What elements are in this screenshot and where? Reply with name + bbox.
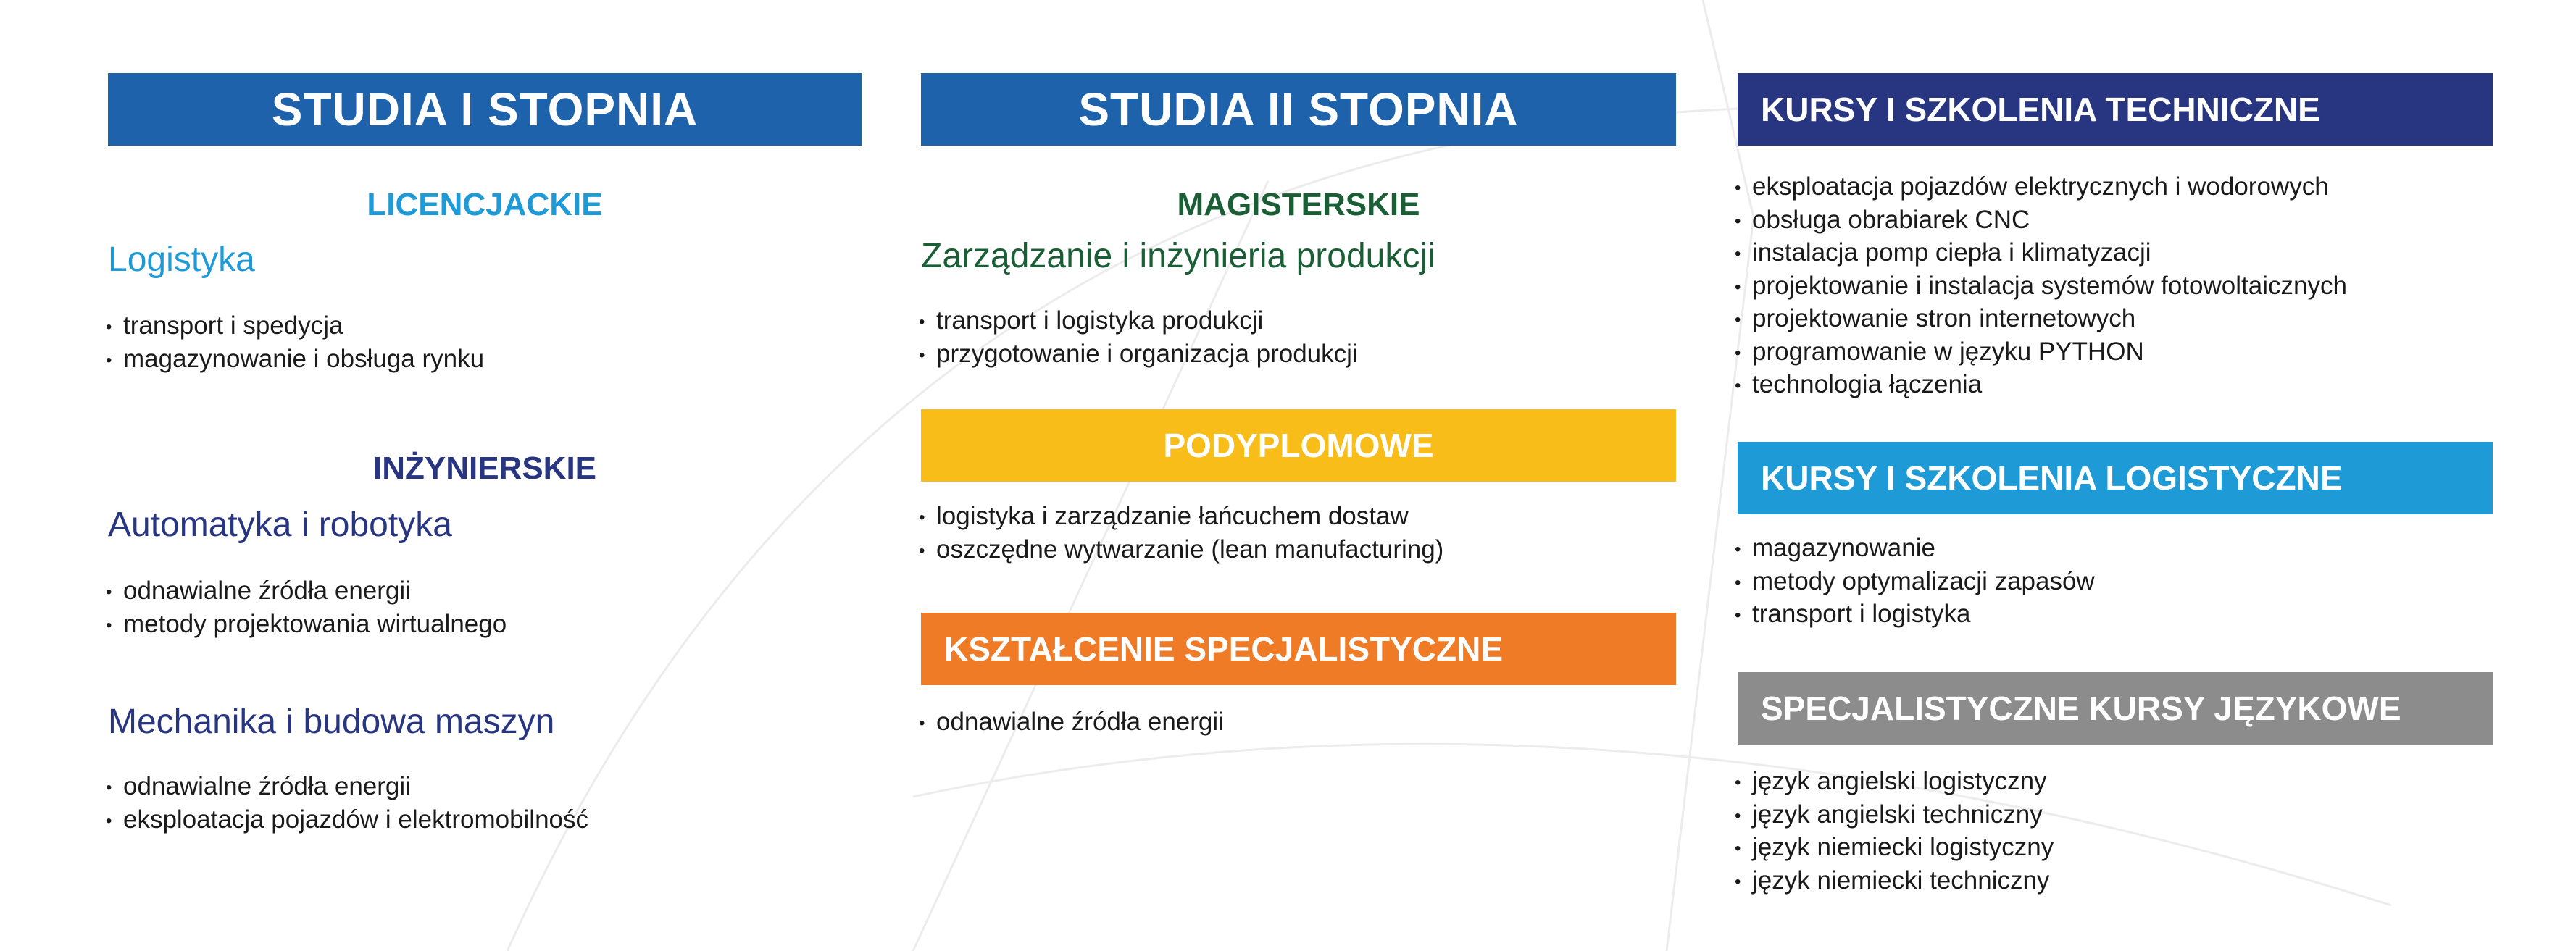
list-item: • język niemiecki logistyczny [1735,831,2054,865]
magisterskie-heading: MAGISTERSKIE [1177,187,1420,222]
kursy-techniczne-list [1735,171,2347,402]
automatyka-specializations [106,575,507,641]
list-item: • transport i logistyka [1735,598,2095,632]
list-item: • instalacja pomp ciepła i klimatyzacji [1735,237,2347,270]
list-item: • logistyka i zarządzanie łańcuchem dostaw [919,500,1443,534]
podyplomowe-header: PODYPLOMOWE [921,409,1676,482]
ksztalcenie-list [919,706,1224,740]
licencjackie-heading: LICENCJACKIE [367,187,603,222]
logistyka-specializations [106,310,484,376]
list-item: • projektowanie stron internetowych [1735,303,2347,336]
list-item: • transport i spedycja [106,310,484,343]
list-item: • metody optymalizacji zapasów [1735,566,2095,599]
list-item: • język angielski techniczny [1735,799,2054,832]
list-item: • programowanie w języku PYTHON [1735,336,2347,369]
list-item: • przygotowanie i organizacja produkcji [919,338,1358,372]
inzynierskie-heading: INŻYNIERSKIE [372,451,597,486]
zarzadzanie-specializations [919,305,1358,371]
list-item: • odnawialne źródła energii [106,575,507,608]
kursy-jezykowe-list [1735,766,2054,897]
mechanika-specializations [106,771,588,837]
kursy-logistyczne-list [1735,532,2095,632]
list-item: • język niemiecki techniczny [1735,865,2054,898]
list-item: • metody projektowania wirtualnego [106,608,507,642]
ksztalcenie-specjalistyczne-header: KSZTAŁCENIE SPECJALISTYCZNE [921,613,1676,685]
list-item: • eksploatacja pojazdów i elektromobilność [106,804,588,837]
list-item: • odnawialne źródła energii [106,771,588,804]
program-mechanika-i-budowa-maszyn[interactable]: Mechanika i budowa maszyn [108,703,555,741]
studia-i-stopnia-header: STUDIA I STOPNIA [108,73,862,146]
list-item: • obsługa obrabiarek CNC [1735,204,2347,238]
list-item: • język angielski logistyczny [1735,766,2054,799]
list-item: • magazynowanie i obsługa rynku [106,343,484,377]
list-item: • oszczędne wytwarzanie (lean manufacturing) [919,534,1443,567]
program-zarzadzanie-i-inzynieria-produkcji[interactable]: Zarządzanie i inżynieria produkcji [921,237,1435,275]
kursy-jezykowe-header: SPECJALISTYCZNE KURSY JĘZYKOWE [1738,672,2493,745]
podyplomowe-list [919,500,1443,566]
studia-ii-stopnia-header: STUDIA II STOPNIA [921,73,1676,146]
program-logistyka[interactable]: Logistyka [108,240,255,279]
program-automatyka-i-robotyka[interactable]: Automatyka i robotyka [108,506,452,544]
kursy-logistyczne-header: KURSY I SZKOLENIA LOGISTYCZNE [1738,442,2493,514]
list-item: • transport i logistyka produkcji [919,305,1358,338]
list-item: • projektowanie i instalacja systemów fotowoltaicznych [1735,270,2347,303]
kursy-techniczne-header: KURSY I SZKOLENIA TECHNICZNE [1738,73,2493,146]
list-item: • odnawialne źródła energii [919,706,1224,740]
list-item: • eksploatacja pojazdów elektrycznych i wodorowych [1735,171,2347,204]
list-item: • magazynowanie [1735,532,2095,566]
list-item: • technologia łączenia [1735,369,2347,402]
